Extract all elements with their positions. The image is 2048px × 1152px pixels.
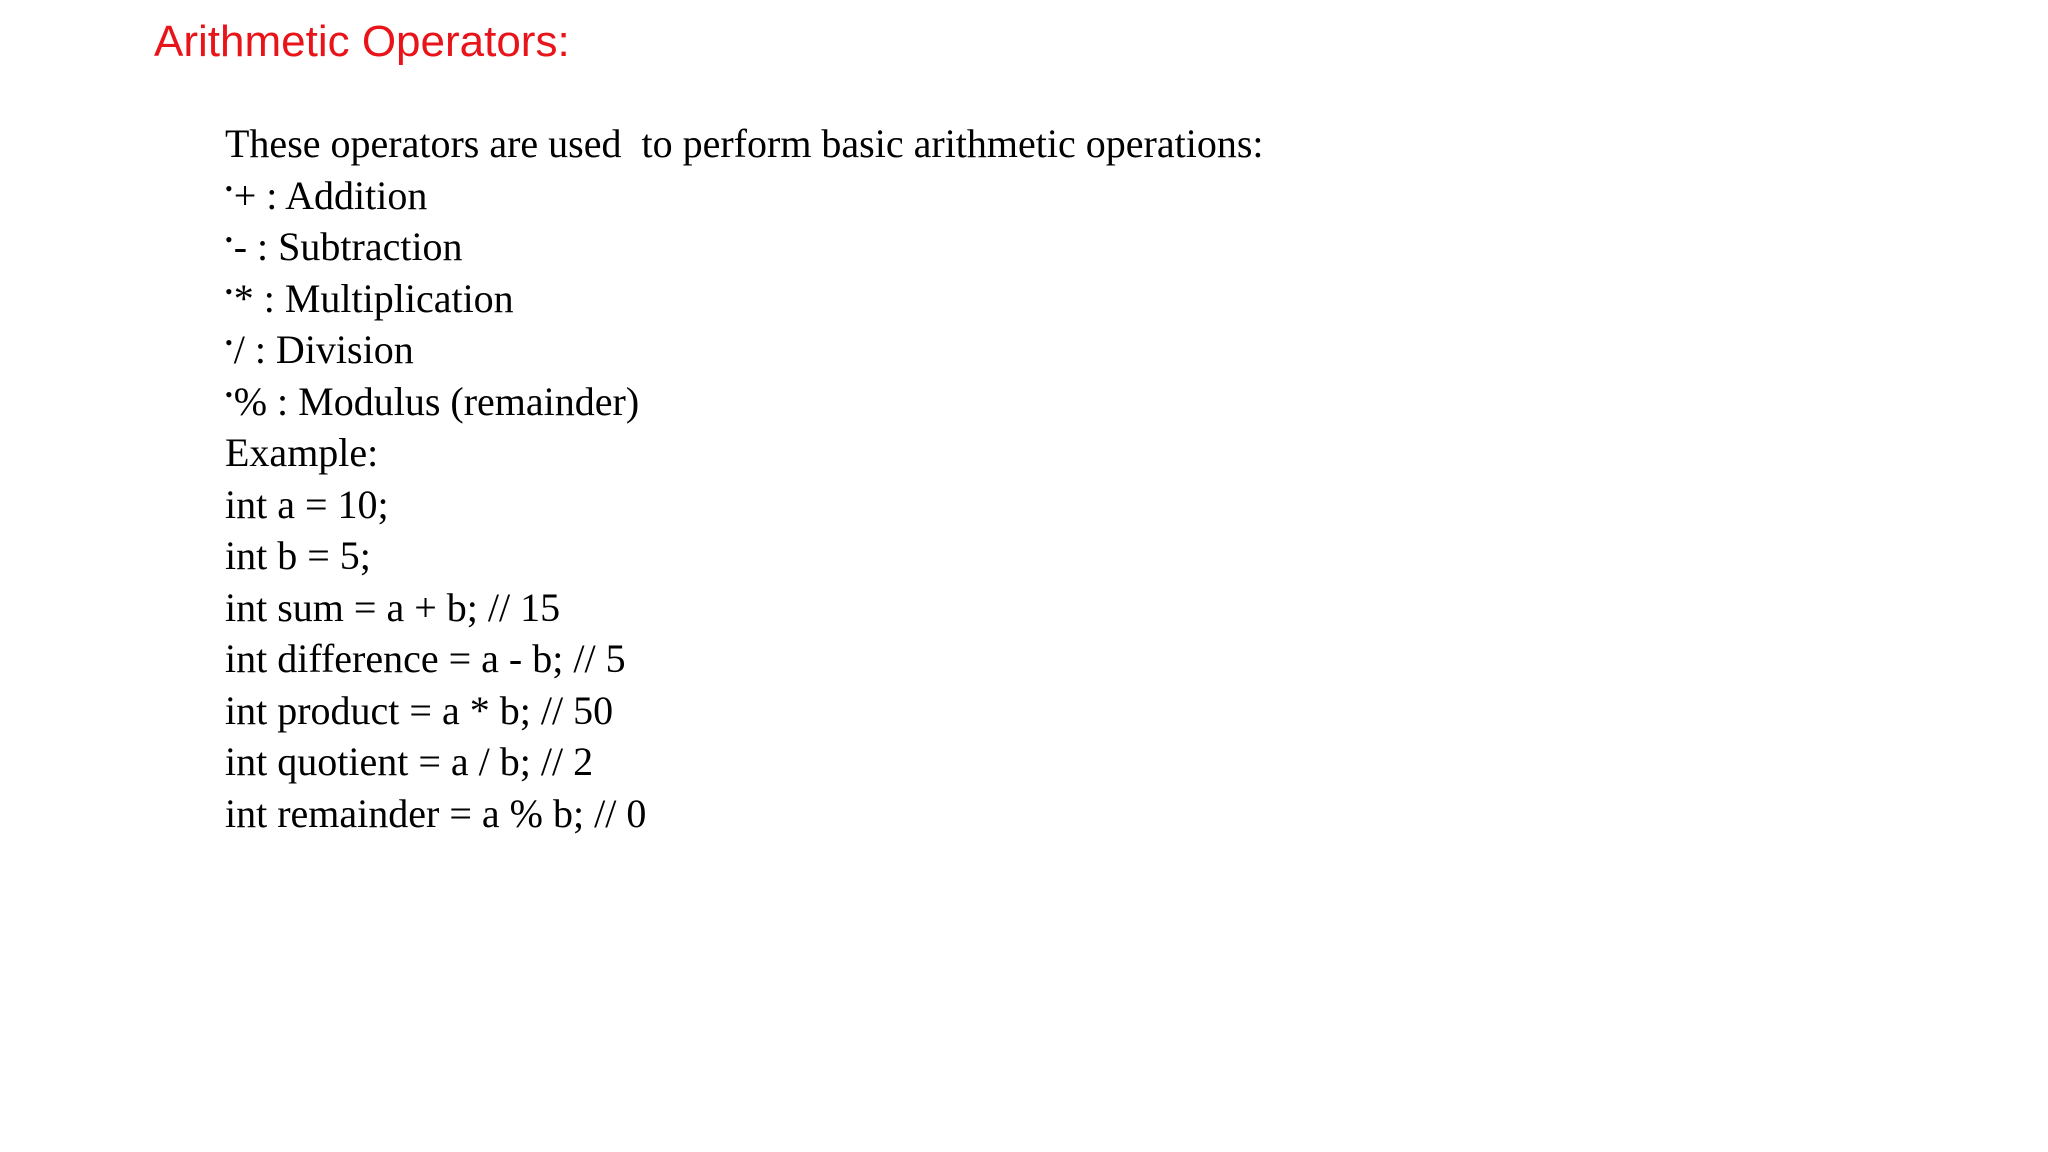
code-line: int a = 10; (225, 481, 389, 527)
code-line: int difference = a - b; // 5 (225, 636, 626, 681)
bullet-icon: • (225, 381, 233, 407)
code-line: int b = 5; (225, 533, 371, 578)
bullet-icon: • (225, 227, 233, 252)
bullet-item (225, 170, 1264, 222)
bullet-item (225, 376, 1264, 428)
code-line: int sum = a + b; // 15 (225, 584, 561, 630)
bullet-item (225, 221, 1264, 273)
bullet-item (225, 324, 1264, 376)
code-line: int remainder = a % b; // 0 (225, 790, 647, 836)
bullet-text: / : Division (233, 327, 414, 372)
bullet-icon: • (225, 175, 233, 201)
bullet-text: * : Multiplication (233, 275, 514, 321)
bullet-item (225, 273, 1264, 325)
bullet-text: % : Modulus (remainder) (233, 378, 640, 424)
bullet-icon: • (225, 330, 233, 355)
slide-title: Arithmetic Operators: (154, 17, 570, 66)
example-label: Example: (225, 430, 379, 475)
code-line: int quotient = a / b; // 2 (225, 739, 594, 784)
bullet-text: - : Subtraction (233, 224, 463, 269)
code-line: int product = a * b; // 50 (225, 687, 614, 733)
bullet-text: + : Addition (233, 172, 428, 218)
intro-text: These operators are used to perform basic arithmetic operations: (225, 121, 1264, 166)
slide-body (225, 118, 1264, 839)
bullet-icon: • (225, 278, 233, 304)
